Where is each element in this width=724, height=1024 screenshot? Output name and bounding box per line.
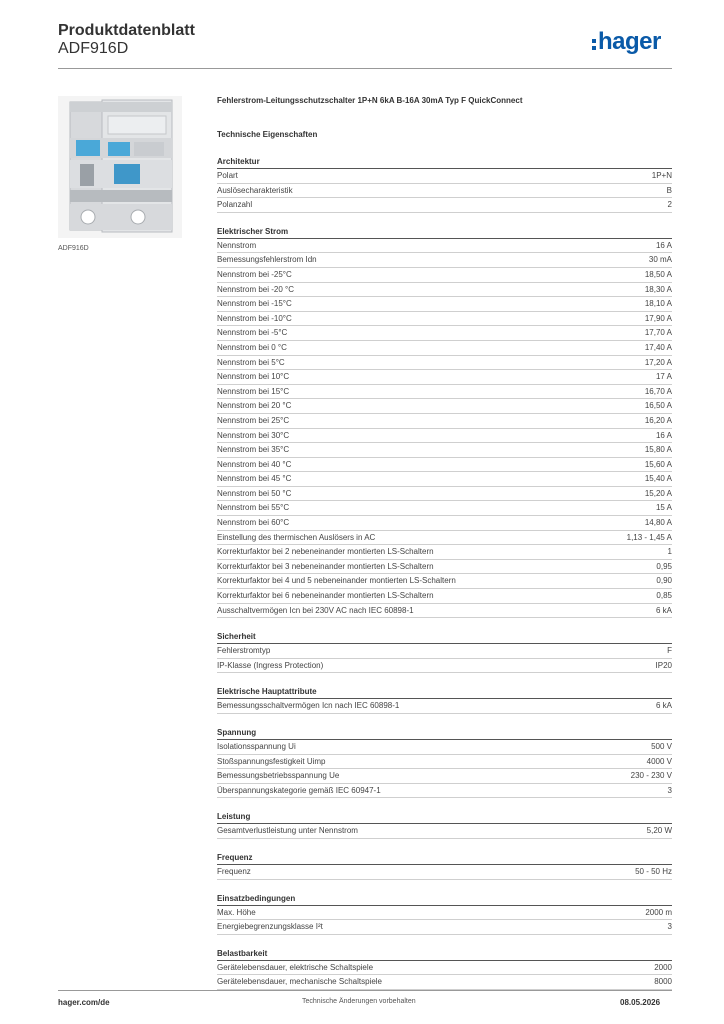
spec-label: Nennstrom bei 50 °C bbox=[217, 488, 292, 498]
spec-value: 230 - 230 V bbox=[630, 771, 672, 781]
spec-label: Nennstrom bei 30°C bbox=[217, 430, 290, 440]
footer-divider bbox=[58, 990, 672, 991]
spec-label: Überspannungskategorie gemäß IEC 60947-1 bbox=[217, 785, 381, 795]
spec-row bbox=[217, 268, 672, 283]
logo-dots-icon bbox=[592, 39, 596, 50]
section-title: Elektrischer Strom bbox=[217, 225, 672, 239]
spec-value: IP20 bbox=[655, 660, 672, 670]
spec-value: 500 V bbox=[651, 742, 672, 751]
product-code: ADF916D bbox=[58, 40, 129, 57]
spec-row bbox=[217, 326, 672, 341]
spec-value: 15 A bbox=[655, 503, 672, 513]
spec-sections bbox=[217, 155, 672, 998]
spec-label: Frequenz bbox=[217, 866, 251, 876]
spec-row bbox=[217, 385, 672, 400]
spec-row bbox=[217, 472, 672, 487]
spec-value: 3 bbox=[667, 785, 672, 795]
spec-row bbox=[217, 824, 672, 839]
spec-label: Korrekturfaktor bei 2 nebeneinander montierten LS-Schaltern bbox=[217, 547, 434, 557]
spec-row bbox=[217, 516, 672, 531]
spec-row bbox=[217, 961, 672, 976]
header-divider bbox=[58, 68, 672, 69]
spec-value: 30 mA bbox=[648, 255, 672, 265]
spec-row bbox=[217, 253, 672, 268]
spec-value: 15,20 A bbox=[644, 488, 672, 498]
spec-label: Gerätelebensdauer, mechanische Schaltspiele bbox=[217, 977, 382, 987]
section-spacer bbox=[217, 990, 672, 998]
spec-row bbox=[217, 644, 672, 659]
spec-label: Fehlerstromtyp bbox=[217, 646, 271, 656]
spec-label: IP-Klasse (Ingress Protection) bbox=[217, 660, 324, 670]
spec-value: 15,60 A bbox=[644, 459, 672, 469]
spec-value: 2 bbox=[667, 200, 672, 210]
spec-label: Nennstrom bei 55°C bbox=[217, 503, 290, 513]
spec-row bbox=[217, 429, 672, 444]
hager-logo bbox=[592, 28, 661, 56]
spec-label: Nennstrom bei -10°C bbox=[217, 313, 292, 323]
spec-value: 6 kA bbox=[655, 701, 672, 711]
section-title: Elektrische Hauptattribute bbox=[217, 685, 672, 699]
spec-value: 2000 bbox=[654, 962, 672, 972]
spec-label: Nennstrom bei 5°C bbox=[217, 357, 285, 367]
section-spacer bbox=[217, 839, 672, 847]
spec-row bbox=[217, 414, 672, 429]
section-spacer bbox=[217, 798, 672, 806]
spec-label: Nennstrom bei -15°C bbox=[217, 299, 292, 309]
spec-label: Gesamtverlustleistung unter Nennstrom bbox=[217, 826, 358, 836]
spec-row bbox=[217, 699, 672, 714]
spec-row bbox=[217, 545, 672, 560]
spec-label: Nennstrom bei 45 °C bbox=[217, 474, 292, 484]
spec-row bbox=[217, 784, 672, 799]
logo-text: hager bbox=[598, 28, 661, 55]
spec-label: Nennstrom bei 0 °C bbox=[217, 342, 287, 352]
spec-row bbox=[217, 589, 672, 604]
spec-row bbox=[217, 443, 672, 458]
spec-label: Polanzahl bbox=[217, 200, 253, 210]
circuit-breaker-icon bbox=[58, 96, 182, 238]
spec-label: Nennstrom bei -20 °C bbox=[217, 284, 295, 294]
spec-row bbox=[217, 574, 672, 589]
spec-value: 14,80 A bbox=[644, 518, 672, 528]
spec-value: 6 kA bbox=[655, 605, 672, 615]
section-title: Leistung bbox=[217, 810, 672, 824]
image-caption: ADF916D bbox=[58, 245, 89, 252]
section-spacer bbox=[217, 880, 672, 888]
spec-row bbox=[217, 560, 672, 575]
spec-value: 15,40 A bbox=[644, 474, 672, 484]
spec-value: 15,80 A bbox=[644, 445, 672, 455]
spec-content bbox=[217, 96, 672, 998]
spec-label: Nennstrom bei 20 °C bbox=[217, 401, 292, 411]
spec-value: 0,85 bbox=[656, 591, 672, 601]
spec-row bbox=[217, 399, 672, 414]
spec-row bbox=[217, 487, 672, 502]
spec-row bbox=[217, 501, 672, 516]
spec-row bbox=[217, 920, 672, 935]
spec-value: 1P+N bbox=[651, 171, 672, 180]
spec-row bbox=[217, 297, 672, 312]
spec-label: Stoßspannungsfestigkeit Uimp bbox=[217, 756, 326, 766]
spec-value: F bbox=[667, 646, 672, 656]
spec-value: 17,40 A bbox=[644, 342, 672, 352]
spec-value: 17,20 A bbox=[644, 357, 672, 367]
spec-value: B bbox=[666, 185, 672, 195]
spec-label: Ausschaltvermögen Icn bei 230V AC nach IEC 60898-1 bbox=[217, 605, 414, 615]
spec-row bbox=[217, 312, 672, 327]
spec-row bbox=[217, 184, 672, 199]
spec-row bbox=[217, 755, 672, 770]
spec-value: 0,95 bbox=[656, 561, 672, 571]
spec-row bbox=[217, 198, 672, 213]
section-spacer bbox=[217, 213, 672, 221]
spec-label: Korrekturfaktor bei 3 nebeneinander montierten LS-Schaltern bbox=[217, 561, 434, 571]
spec-label: Nennstrom bei 60°C bbox=[217, 518, 290, 528]
spec-label: Bemessungsfehlerstrom Idn bbox=[217, 255, 317, 265]
spec-row bbox=[217, 769, 672, 784]
spec-label: Nennstrom bei 40 °C bbox=[217, 459, 292, 469]
spec-row bbox=[217, 906, 672, 921]
footer-date: 08.05.2026 bbox=[620, 998, 661, 1007]
product-description: Fehlerstrom-Leitungsschutzschalter 1P+N 6kA B-16A 30mA Typ F QuickConnect bbox=[217, 96, 523, 105]
section-title: Sicherheit bbox=[217, 630, 672, 644]
spec-label: Bemessungsbetriebsspannung Ue bbox=[217, 771, 340, 781]
spec-row bbox=[217, 975, 672, 990]
spec-label: Polart bbox=[217, 171, 238, 180]
spec-value: 16,50 A bbox=[644, 401, 672, 411]
spec-label: Isolationsspannung Ui bbox=[217, 742, 296, 751]
spec-label: Nennstrom bei 10°C bbox=[217, 372, 290, 382]
section-spacer bbox=[217, 935, 672, 943]
spec-row bbox=[217, 283, 672, 298]
spec-value: 4000 V bbox=[646, 756, 672, 766]
spec-label: Nennstrom bei -25°C bbox=[217, 269, 292, 279]
spec-label: Nennstrom bei 15°C bbox=[217, 386, 290, 396]
spec-row bbox=[217, 865, 672, 880]
spec-value: 16 A bbox=[655, 240, 672, 250]
spec-value: 1,13 - 1,45 A bbox=[626, 532, 672, 542]
section-title: Einsatzbedingungen bbox=[217, 892, 672, 906]
page-title: Produktdatenblatt bbox=[58, 22, 195, 39]
spec-row bbox=[217, 659, 672, 674]
spec-row bbox=[217, 740, 672, 755]
spec-value: 16,20 A bbox=[644, 415, 672, 425]
section-title: Architektur bbox=[217, 155, 672, 169]
spec-value: 17,70 A bbox=[644, 328, 672, 338]
spec-value: 16,70 A bbox=[644, 386, 672, 396]
spec-row bbox=[217, 341, 672, 356]
spec-label: Gerätelebensdauer, elektrische Schaltspiele bbox=[217, 962, 374, 972]
spec-row bbox=[217, 356, 672, 371]
product-image bbox=[58, 96, 182, 238]
spec-label: Nennstrom bbox=[217, 240, 257, 250]
footer-website[interactable]: hager.com/de bbox=[58, 998, 110, 1007]
section-spacer bbox=[217, 618, 672, 626]
spec-row bbox=[217, 239, 672, 254]
spec-value: 2000 m bbox=[645, 907, 672, 917]
spec-row bbox=[217, 169, 672, 184]
spec-row bbox=[217, 458, 672, 473]
spec-value: 18,10 A bbox=[644, 299, 672, 309]
technical-title: Technische Eigenschaften bbox=[217, 130, 318, 139]
section-title: Spannung bbox=[217, 726, 672, 740]
spec-label: Energiebegrenzungsklasse I²t bbox=[217, 922, 323, 932]
spec-row bbox=[217, 604, 672, 619]
spec-row bbox=[217, 531, 672, 546]
spec-label: Nennstrom bei 25°C bbox=[217, 415, 290, 425]
section-title: Belastbarkeit bbox=[217, 947, 672, 961]
spec-label: Bemessungsschaltvermögen Icn nach IEC 60898-1 bbox=[217, 701, 400, 711]
footer-notice: Technische Änderungen vorbehalten bbox=[302, 998, 416, 1005]
section-title: Frequenz bbox=[217, 851, 672, 865]
spec-value: 8000 bbox=[654, 977, 672, 987]
spec-value: 0,90 bbox=[656, 576, 672, 586]
spec-value: 18,50 A bbox=[644, 269, 672, 279]
spec-value: 16 A bbox=[655, 430, 672, 440]
spec-label: Max. Höhe bbox=[217, 907, 256, 917]
spec-value: 5,20 W bbox=[646, 826, 672, 836]
spec-label: Nennstrom bei -5°C bbox=[217, 328, 288, 338]
spec-value: 3 bbox=[667, 922, 672, 932]
section-spacer bbox=[217, 714, 672, 722]
spec-label: Auslösecharakteristik bbox=[217, 185, 293, 195]
spec-value: 17 A bbox=[655, 372, 672, 382]
spec-value: 17,90 A bbox=[644, 313, 672, 323]
spec-value: 50 - 50 Hz bbox=[635, 866, 672, 876]
spec-value: 18,30 A bbox=[644, 284, 672, 294]
spec-label: Korrekturfaktor bei 6 nebeneinander montierten LS-Schaltern bbox=[217, 591, 434, 601]
spec-value: 1 bbox=[667, 547, 672, 557]
section-spacer bbox=[217, 673, 672, 681]
spec-row bbox=[217, 370, 672, 385]
spec-label: Nennstrom bei 35°C bbox=[217, 445, 290, 455]
spec-label: Einstellung des thermischen Auslösers in AC bbox=[217, 532, 376, 542]
spec-label: Korrekturfaktor bei 4 und 5 nebeneinander montierten LS-Schaltern bbox=[217, 576, 456, 586]
